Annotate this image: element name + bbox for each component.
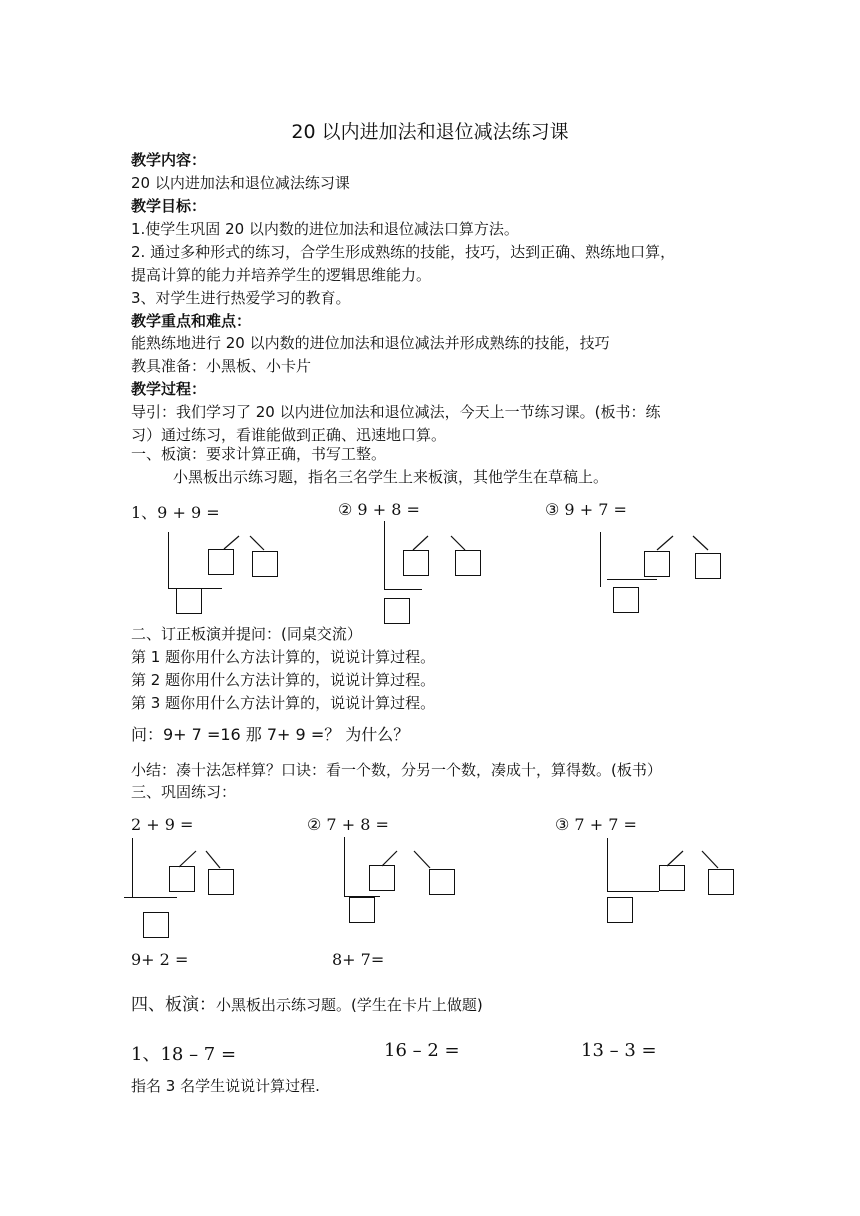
diagram-horizontal-line bbox=[384, 589, 422, 590]
section-2-heading: 二、订正板演并提问：(同桌交流） bbox=[131, 625, 362, 643]
document-title: 20 以内进加法和退位减法练习课 bbox=[291, 121, 569, 143]
answer-box bbox=[208, 869, 234, 895]
answer-box bbox=[176, 588, 202, 614]
goal-2-line-2: 提高计算的能力并培养学生的逻辑思维能力。 bbox=[131, 266, 432, 284]
section-4-line bbox=[131, 995, 483, 1015]
extra-equation-2: 8+ 7= bbox=[332, 950, 385, 969]
key-points-heading: 教学重点和难点： bbox=[131, 312, 252, 330]
answer-box bbox=[429, 869, 455, 895]
content-text: 20 以内进加法和退位减法练习课 bbox=[131, 174, 350, 192]
equation-3-1: 1、18 – 7 = bbox=[131, 1044, 237, 1065]
ask-line: 问：9+ 7 =16 那 7+ 9 =？ 为什么？ bbox=[131, 725, 410, 744]
final-line: 指名 3 名学生说说计算过程. bbox=[131, 1077, 320, 1095]
diagram-vertical-line bbox=[168, 532, 169, 588]
teaching-tools: 教具准备：小黑板、小卡片 bbox=[131, 357, 312, 375]
section-1-heading: 一、板演：要求计算正确，书写工整。 bbox=[131, 445, 387, 463]
answer-box bbox=[143, 912, 169, 938]
diagram-vertical-line bbox=[600, 532, 601, 587]
section-4-text: 小黑板出示练习题。(学生在卡片上做题) bbox=[216, 996, 483, 1014]
extra-equation-1: 9+ 2 = bbox=[131, 950, 189, 969]
answer-box bbox=[708, 869, 734, 895]
question-2: 第 2 题你用什么方法计算的，说说计算过程。 bbox=[131, 671, 436, 689]
equation-2-2: ② 7 + 8 = bbox=[307, 815, 389, 834]
process-heading: 教学过程： bbox=[131, 380, 207, 398]
equation-1-3: ③ 9 + 7 = bbox=[545, 500, 627, 519]
answer-box bbox=[659, 865, 685, 891]
summary-line: 小结：凑十法怎样算？口诀：看一个数，分另一个数，凑成十，算得数。(板书） bbox=[131, 761, 662, 779]
equation-1-1: 1、9 + 9 = bbox=[131, 503, 220, 522]
answer-box bbox=[455, 550, 481, 576]
equation-1-2: ② 9 + 8 = bbox=[338, 500, 420, 519]
content-heading: 教学内容： bbox=[131, 151, 207, 169]
question-1: 第 1 题你用什么方法计算的，说说计算过程。 bbox=[131, 648, 436, 666]
diagram-vertical-line bbox=[607, 838, 608, 892]
key-points-text: 能熟练地进行 20 以内数的进位加法和退位减法并形成熟练的技能，技巧 bbox=[131, 334, 610, 352]
question-3: 第 3 题你用什么方法计算的，说说计算过程。 bbox=[131, 694, 436, 712]
section-4-heading: 四、板演： bbox=[131, 995, 216, 1015]
equation-3-2: 16 – 2 = bbox=[384, 1040, 460, 1061]
goal-2-line-1: 2. 通过多种形式的练习，合学生形成熟练的技能，技巧，达到正确、熟练地口算， bbox=[131, 243, 676, 261]
answer-box bbox=[644, 551, 670, 577]
section-1-detail: 小黑板出示练习题，指名三名学生上来板演，其他学生在草稿上。 bbox=[173, 468, 609, 486]
diagram-vertical-line bbox=[132, 838, 133, 898]
diagram-horizontal-line bbox=[607, 579, 657, 580]
goals-heading: 教学目标： bbox=[131, 197, 207, 215]
section-3-heading: 三、巩固练习： bbox=[131, 783, 237, 801]
equation-3-3: 13 – 3 = bbox=[581, 1040, 657, 1061]
intro-line-1: 导引：我们学习了 20 以内进位加法和退位减法，今天上一节练习课。(板书：练 bbox=[131, 403, 661, 421]
answer-box bbox=[208, 549, 234, 575]
answer-box bbox=[384, 598, 410, 624]
equation-2-1: 2 + 9 = bbox=[131, 815, 194, 834]
answer-box bbox=[403, 550, 429, 576]
equation-2-3: ③ 7 + 7 = bbox=[555, 815, 637, 834]
intro-line-2: 习）通过练习，看谁能做到正确、迅速地口算。 bbox=[131, 426, 447, 444]
diagram-vertical-line bbox=[344, 837, 345, 897]
diagram-vertical-line bbox=[384, 521, 385, 589]
answer-box bbox=[695, 553, 721, 579]
goal-1: 1.使学生巩固 20 以内数的进位加法和退位减法口算方法。 bbox=[131, 220, 519, 238]
goal-3: 3、对学生进行热爱学习的教育。 bbox=[131, 289, 351, 307]
answer-box bbox=[369, 865, 395, 891]
answer-box bbox=[349, 897, 375, 923]
answer-box bbox=[252, 551, 278, 577]
diagram-horizontal-line bbox=[124, 897, 177, 898]
split-lines bbox=[0, 0, 1, 1]
answer-box bbox=[169, 866, 195, 892]
answer-box bbox=[613, 587, 639, 613]
answer-box bbox=[607, 897, 633, 923]
diagram-horizontal-line bbox=[607, 891, 659, 892]
